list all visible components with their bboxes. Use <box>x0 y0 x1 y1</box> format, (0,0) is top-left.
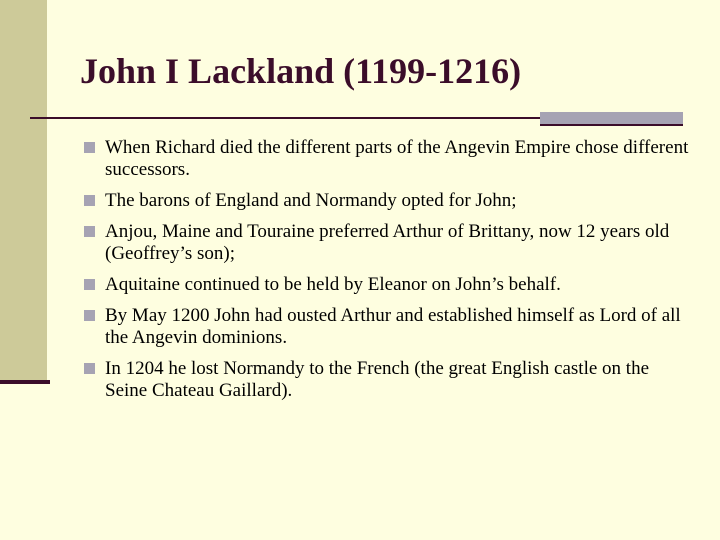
bullet-text: The barons of England and Normandy opted for John; <box>105 190 517 211</box>
decorative-side-bar <box>0 0 47 380</box>
bullet-text: In 1204 he lost Normandy to the French (the great English castle on the Seine Chateau Gaillard). <box>105 358 650 401</box>
bullet-text: Anjou, Maine and Touraine preferred Arthur of Brittany, now 12 years old (Geoffrey’s son); <box>105 221 670 264</box>
square-bullet-icon <box>84 226 95 237</box>
bullet-text: By May 1200 John had ousted Arthur and established himself as Lord of all the Angevin dominions. <box>105 305 681 348</box>
bullet-item <box>82 190 692 212</box>
bullet-list <box>82 137 692 411</box>
title-divider-accent <box>540 112 683 126</box>
square-bullet-icon <box>84 310 95 321</box>
bullet-item <box>82 358 692 402</box>
decorative-side-underline <box>0 380 50 384</box>
title-divider <box>30 117 540 119</box>
bullet-text: Aquitaine continued to be held by Eleanor on John’s behalf. <box>105 274 561 295</box>
bullet-item <box>82 137 692 181</box>
square-bullet-icon <box>84 363 95 374</box>
square-bullet-icon <box>84 142 95 153</box>
square-bullet-icon <box>84 279 95 290</box>
bullet-item <box>82 305 692 349</box>
bullet-text: When Richard died the different parts of the Angevin Empire chose different successors. <box>105 137 689 180</box>
slide-title: John I Lackland (1199-1216) <box>80 51 522 91</box>
bullet-item <box>82 221 692 265</box>
bullet-item <box>82 274 692 296</box>
square-bullet-icon <box>84 195 95 206</box>
